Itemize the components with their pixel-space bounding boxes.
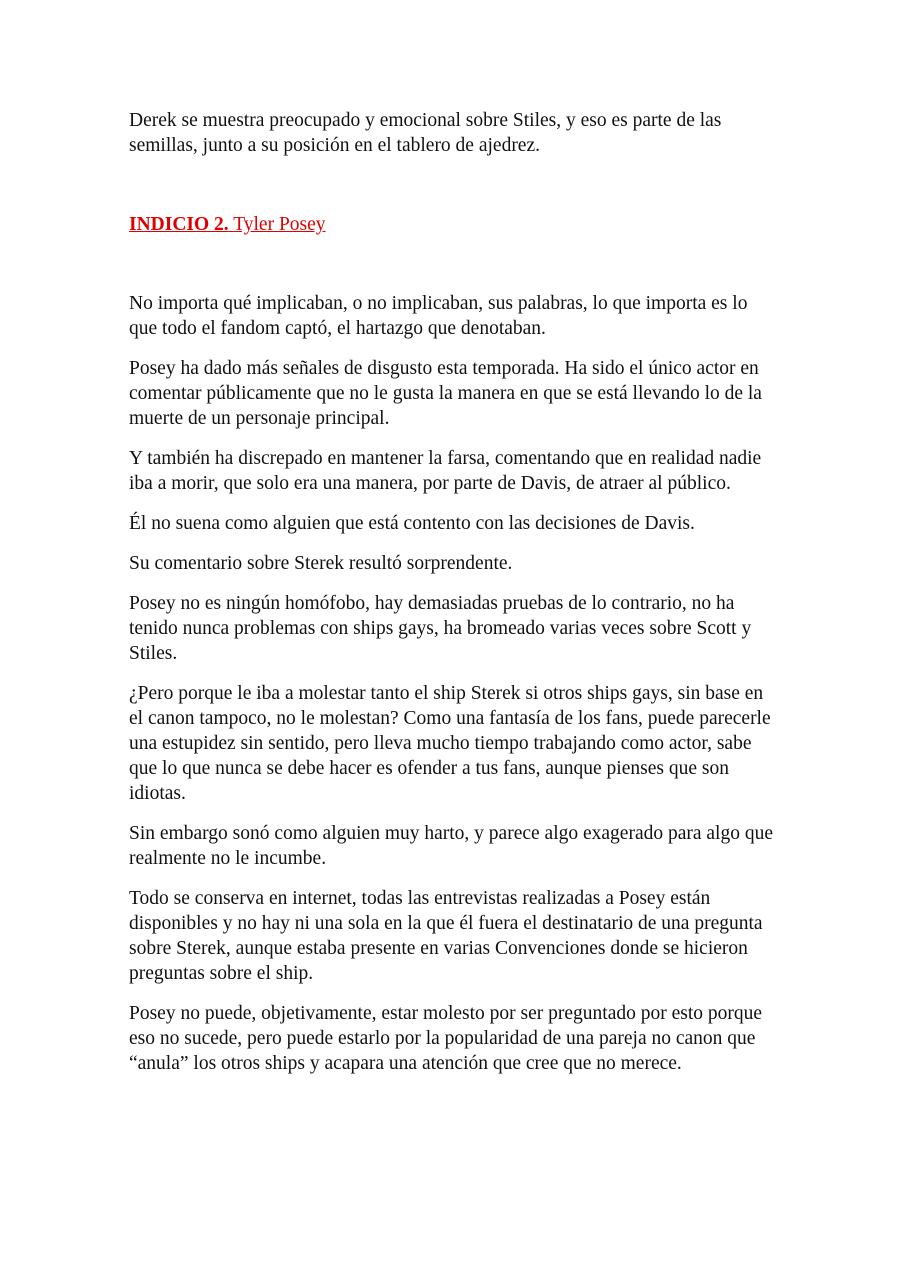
body-paragraph: Posey ha dado más señales de disgusto esta temporada. Ha sido el único actor en comentar públicamente que no le gusta la manera en que se está llevando lo de la muerte de un personaje principal. <box>129 358 762 429</box>
body-paragraph: Posey no puede, objetivamente, estar molesto por ser preguntado por esto porque eso no sucede, pero puede estarlo por la popularidad de una pareja no canon que “anula” los otros ships y acapara una atención que cree que no merece. <box>129 1003 763 1074</box>
body-paragraph: Sin embargo sonó como alguien muy harto, y parece algo exagerado para algo que realmente no le incumbe. <box>129 823 774 869</box>
intro-paragraph: Derek se muestra preocupado y emocional sobre Stiles, y eso es parte de las semillas, junto a su posición en el tablero de ajedrez. <box>129 110 722 156</box>
body-paragraph: ¿Pero porque le iba a molestar tanto el ship Sterek si otros ships gays, sin base en el canon tampoco, no le molestan? Como una fantasía de los fans, puede parecerle una estupidez sin sentido, pero lleva mucho tiempo trabajando como actor, sabe que lo que nunca se debe hacer es ofender a tus fans, aunque pienses que son idiotas. <box>129 683 771 804</box>
body-paragraph: Todo se conserva en internet, todas las entrevistas realizadas a Posey están disponibles y no hay ni una sola en la que él fuera el destinatario de una pregunta sobre Sterek, aunque estaba presente en varias Convenciones donde se hicieron preguntas sobre el ship. <box>129 888 763 984</box>
body-paragraph: Su comentario sobre Sterek resultó sorprendente. <box>129 553 513 574</box>
heading-label: INDICIO 2. <box>129 214 229 235</box>
body-paragraph: No importa qué implicaban, o no implicaban, sus palabras, lo que importa es lo que todo el fandom captó, el hartazgo que denotaban. <box>129 293 748 339</box>
body-paragraph: Él no suena como alguien que está contento con las decisiones de Davis. <box>129 513 695 534</box>
section-heading <box>129 212 779 237</box>
heading-title: Tyler Posey <box>233 214 326 235</box>
body-paragraph: Y también ha discrepado en mantener la farsa, comentando que en realidad nadie iba a morir, que solo era una manera, por parte de Davis, de atraer al público. <box>129 448 762 494</box>
document-page <box>129 108 779 1076</box>
body-paragraph: Posey no es ningún homófobo, hay demasiadas pruebas de lo contrario, no ha tenido nunca problemas con ships gays, ha bromeado varias veces sobre Scott y Stiles. <box>129 593 752 664</box>
